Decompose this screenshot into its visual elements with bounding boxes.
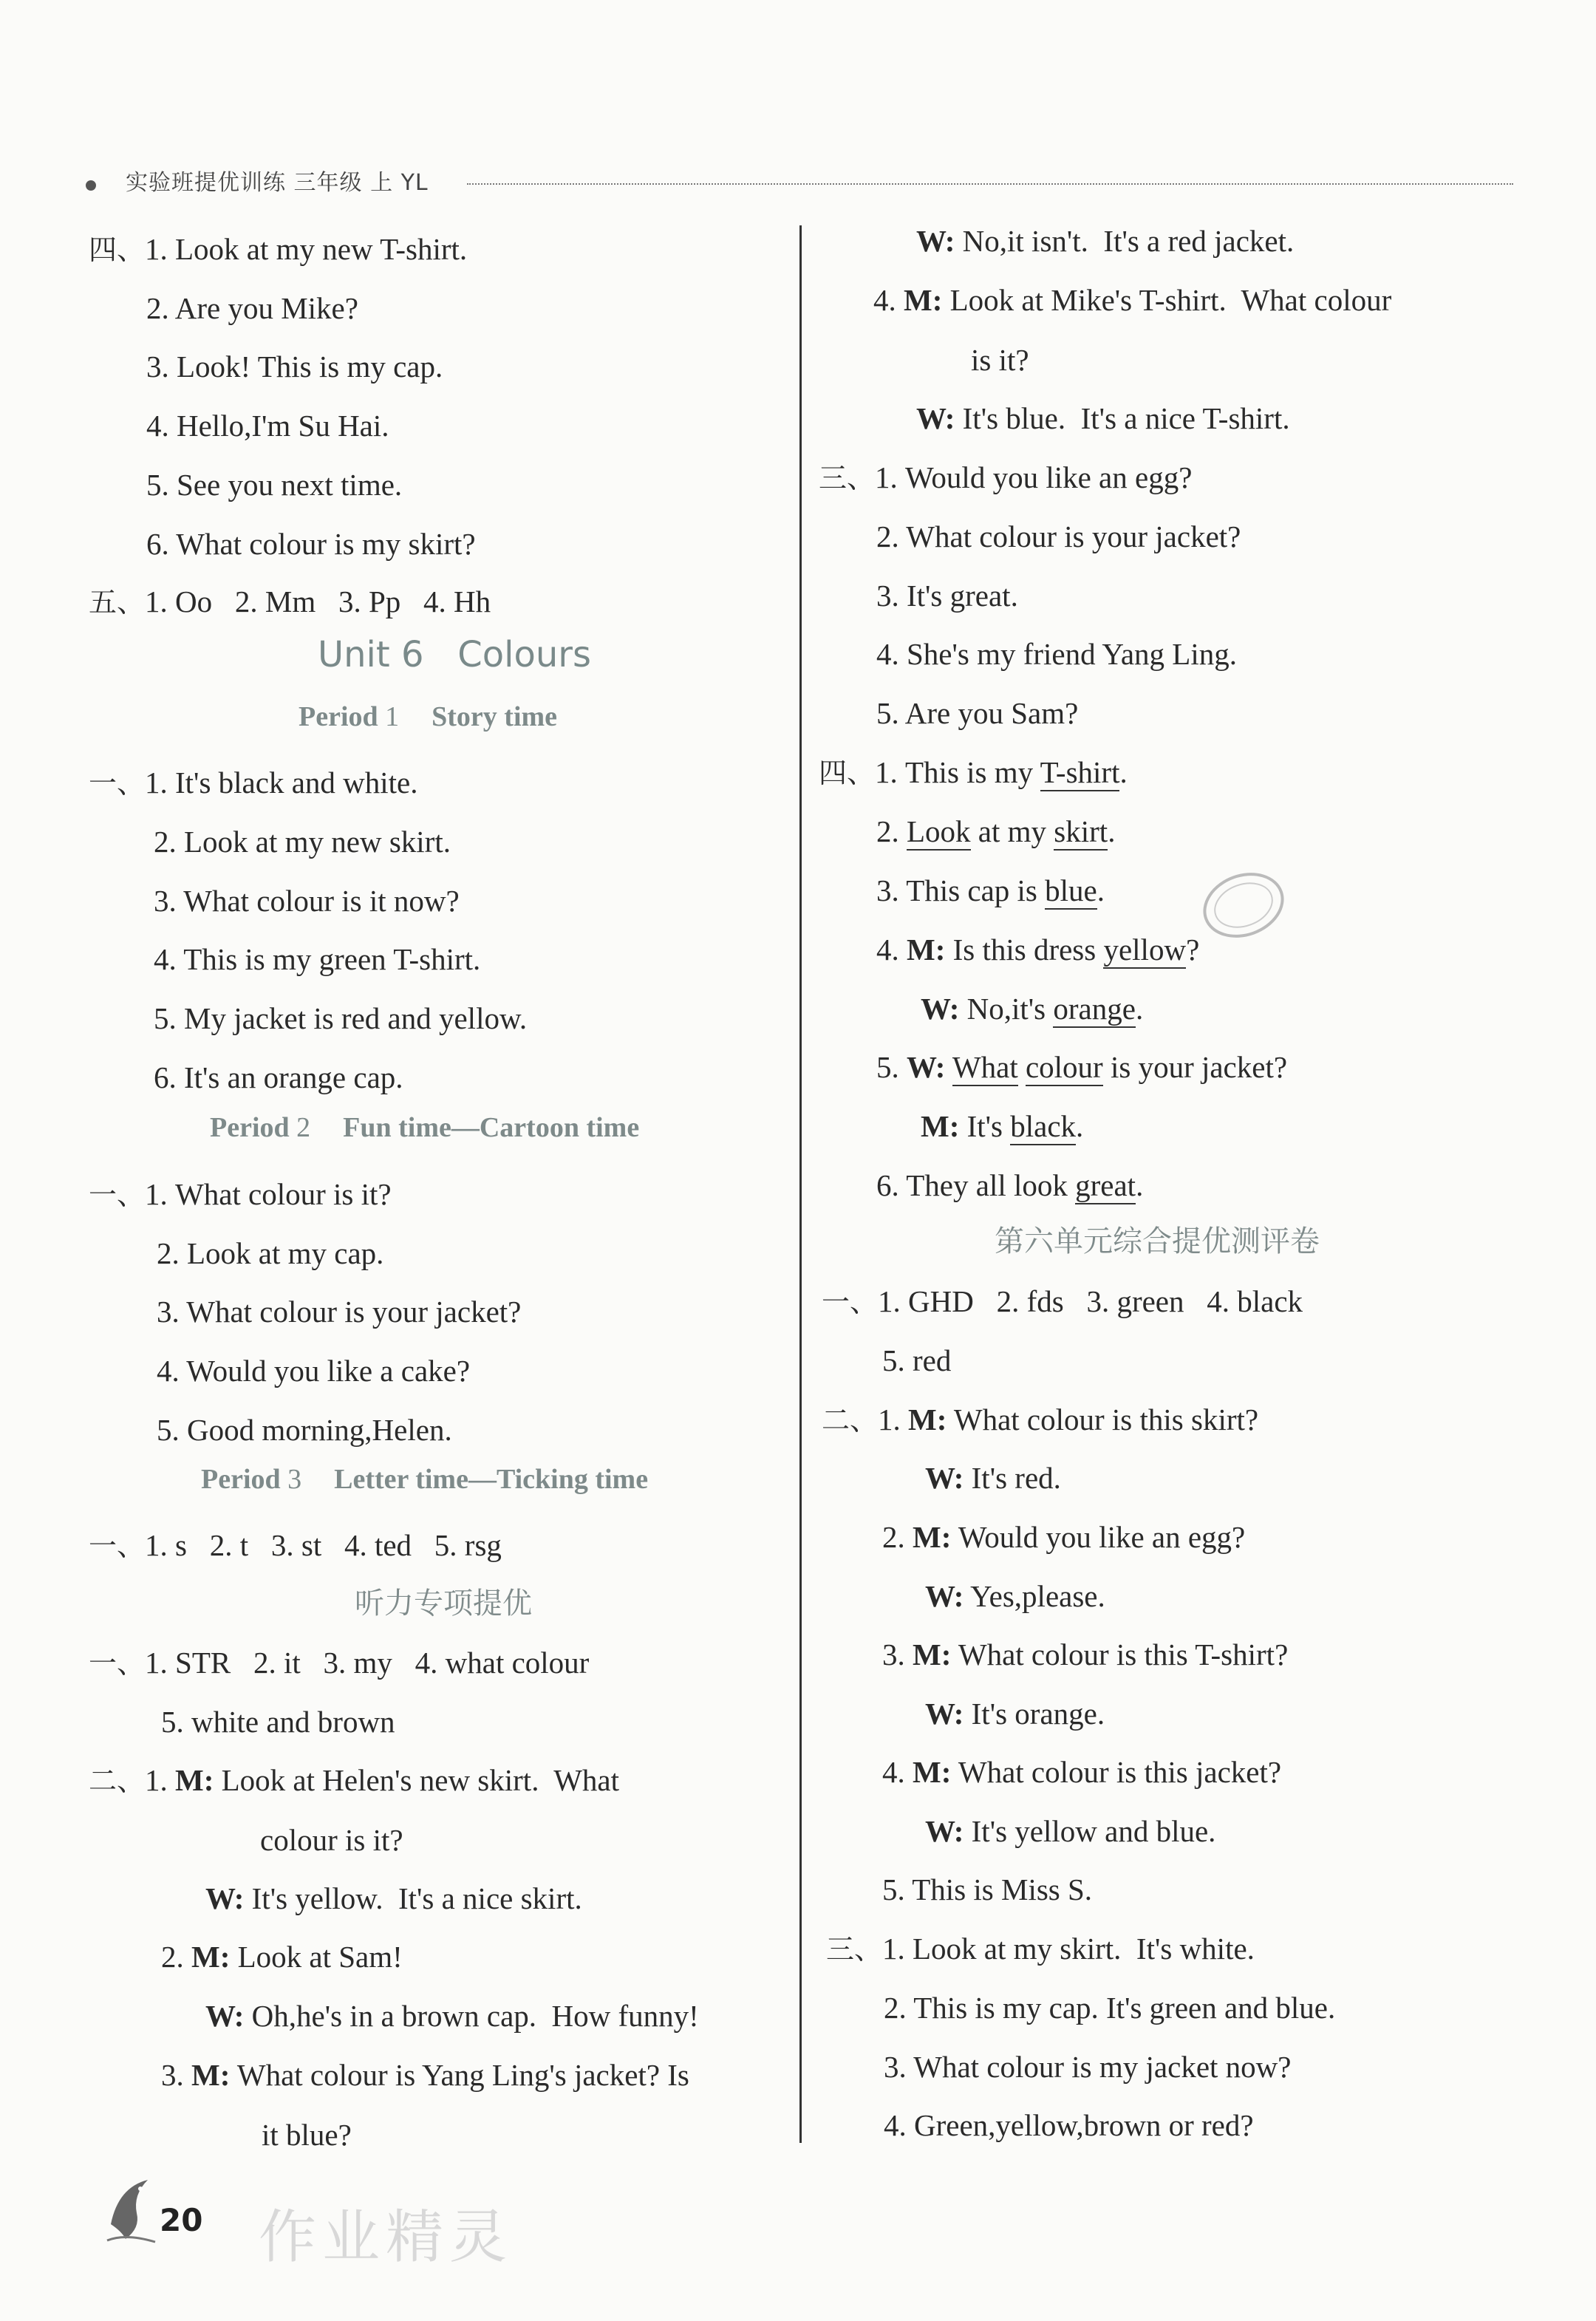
answer-line: 3. What colour is your jacket? bbox=[157, 1295, 522, 1329]
answer-line: 5. Are you Sam? bbox=[876, 696, 1079, 730]
answer-line: 3. Look! This is my cap. bbox=[146, 350, 443, 384]
dialogue-line: is it? bbox=[971, 343, 1029, 377]
column-divider bbox=[799, 225, 802, 2143]
answer-line: 三、1. Would you like an egg? bbox=[819, 460, 1193, 494]
dialogue-line: W: Oh,he's in a brown cap. How funny! bbox=[205, 1999, 699, 2033]
answer-line: 一、1. s 2. t 3. st 4. ted 5. rsg bbox=[89, 1528, 502, 1562]
dialogue-line: W: It's yellow and blue. bbox=[925, 1814, 1216, 1848]
bullet-dot-icon bbox=[86, 180, 96, 191]
stamp-icon bbox=[1196, 865, 1292, 950]
dialogue-line: 2. M: Look at Sam! bbox=[161, 1940, 403, 1974]
dialogue-line: 3. M: What colour is this T-shirt? bbox=[882, 1637, 1289, 1671]
period-heading: Period 3 Letter time—Ticking time bbox=[201, 1464, 649, 1495]
answer-line: 6. What colour is my skirt? bbox=[146, 527, 476, 561]
answer-line: 3. What colour is my jacket now? bbox=[884, 2050, 1292, 2084]
answer-line: 2. Are you Mike? bbox=[146, 291, 358, 325]
answer-line: 2. This is my cap. It's green and blue. bbox=[884, 1991, 1336, 2025]
answer-line: 4. She's my friend Yang Ling. bbox=[876, 637, 1237, 671]
dialogue-line: 二、1. M: What colour is this skirt? bbox=[822, 1403, 1259, 1436]
answer-line: 6. They all look great. bbox=[876, 1168, 1143, 1203]
answer-line: 2. Look at my new skirt. bbox=[154, 825, 451, 859]
period-heading: Period 1 Story time bbox=[299, 701, 558, 732]
dialogue-line: colour is it? bbox=[260, 1823, 403, 1857]
answer-line: 三、1. Look at my skirt. It's white. bbox=[826, 1932, 1255, 1966]
dialogue-line: 2. M: Would you like an egg? bbox=[882, 1520, 1246, 1554]
header-rule bbox=[467, 183, 1513, 185]
answer-line: 5. See you next time. bbox=[146, 468, 403, 502]
dialogue-line: it blue? bbox=[262, 2118, 352, 2152]
dolphin-logo-icon bbox=[103, 2172, 163, 2250]
unit-title: Unit 6 Colours bbox=[318, 634, 592, 675]
answer-line: 5. This is Miss S. bbox=[882, 1872, 1093, 1906]
answer-line: 4. This is my green T-shirt. bbox=[154, 942, 481, 976]
answer-line: 4. Would you like a cake? bbox=[157, 1354, 471, 1388]
answer-line: 2. What colour is your jacket? bbox=[876, 519, 1241, 553]
answer-line: 一、1. GHD 2. fds 3. green 4. black bbox=[822, 1284, 1303, 1318]
watermark: 作业精灵 bbox=[259, 2204, 514, 2271]
section-heading: 听力专项提优 bbox=[355, 1586, 532, 1620]
dialogue-line: W: Yes,please. bbox=[925, 1579, 1105, 1613]
dialogue-line: W: It's red. bbox=[925, 1461, 1061, 1495]
answer-line: 2. Look at my skirt. bbox=[876, 814, 1115, 849]
dialogue-line: 3. M: What colour is Yang Ling's jacket? Is bbox=[161, 2058, 689, 2092]
answer-line: 3. This cap is blue. bbox=[876, 873, 1105, 908]
dialogue-line: 4. M: Is this dress yellow? bbox=[876, 932, 1199, 967]
section-heading: 第六单元综合提优测评卷 bbox=[995, 1224, 1320, 1258]
page-number: 20 bbox=[160, 2202, 203, 2238]
answer-line: 6. It's an orange cap. bbox=[154, 1060, 403, 1094]
answer-line: 3. What colour is it now? bbox=[154, 884, 460, 918]
answer-line: 四、1. This is my T-shirt. bbox=[819, 754, 1128, 791]
dialogue-line: 5. W: What colour is your jacket? bbox=[876, 1049, 1287, 1085]
answer-line: 五、1. Oo 2. Mm 3. Pp 4. Hh bbox=[89, 584, 491, 618]
answer-line: 2. Look at my cap. bbox=[157, 1236, 384, 1270]
dialogue-line: W: No,it isn't. It's a red jacket. bbox=[916, 224, 1295, 258]
answer-line: 3. It's great. bbox=[876, 579, 1018, 613]
answer-line: 四、1. Look at my new T-shirt. bbox=[89, 232, 468, 266]
answer-line: 5. red bbox=[882, 1343, 952, 1377]
answer-line: 4. Green,yellow,brown or red? bbox=[884, 2108, 1254, 2142]
dialogue-line: 4. M: Look at Mike's T-shirt. What colour bbox=[873, 283, 1392, 317]
answer-line: 5. white and brown bbox=[161, 1705, 395, 1739]
dialogue-line: W: It's orange. bbox=[925, 1697, 1105, 1731]
dialogue-line: W: No,it's orange. bbox=[921, 991, 1143, 1026]
dialogue-line: 4. M: What colour is this jacket? bbox=[882, 1755, 1282, 1789]
dialogue-line: M: It's black. bbox=[921, 1108, 1083, 1144]
answer-line: 5. My jacket is red and yellow. bbox=[154, 1001, 528, 1035]
dialogue-line: 二、1. M: Look at Helen's new skirt. What bbox=[89, 1763, 619, 1797]
answer-line: 一、1. It's black and white. bbox=[89, 766, 418, 800]
page-header bbox=[83, 158, 1513, 202]
dialogue-line: W: It's yellow. It's a nice skirt. bbox=[205, 1881, 582, 1915]
dialogue-line: W: It's blue. It's a nice T-shirt. bbox=[916, 401, 1290, 435]
answer-line: 一、1. What colour is it? bbox=[89, 1177, 392, 1211]
period-heading: Period 2 Fun time—Cartoon time bbox=[210, 1112, 640, 1143]
answer-line: 4. Hello,I'm Su Hai. bbox=[146, 409, 389, 443]
answer-line: 一、1. STR 2. it 3. my 4. what colour bbox=[89, 1646, 590, 1680]
answer-line: 5. Good morning,Helen. bbox=[157, 1413, 452, 1447]
header-title: 实验班提优训练 三年级 上 YL bbox=[126, 170, 429, 196]
